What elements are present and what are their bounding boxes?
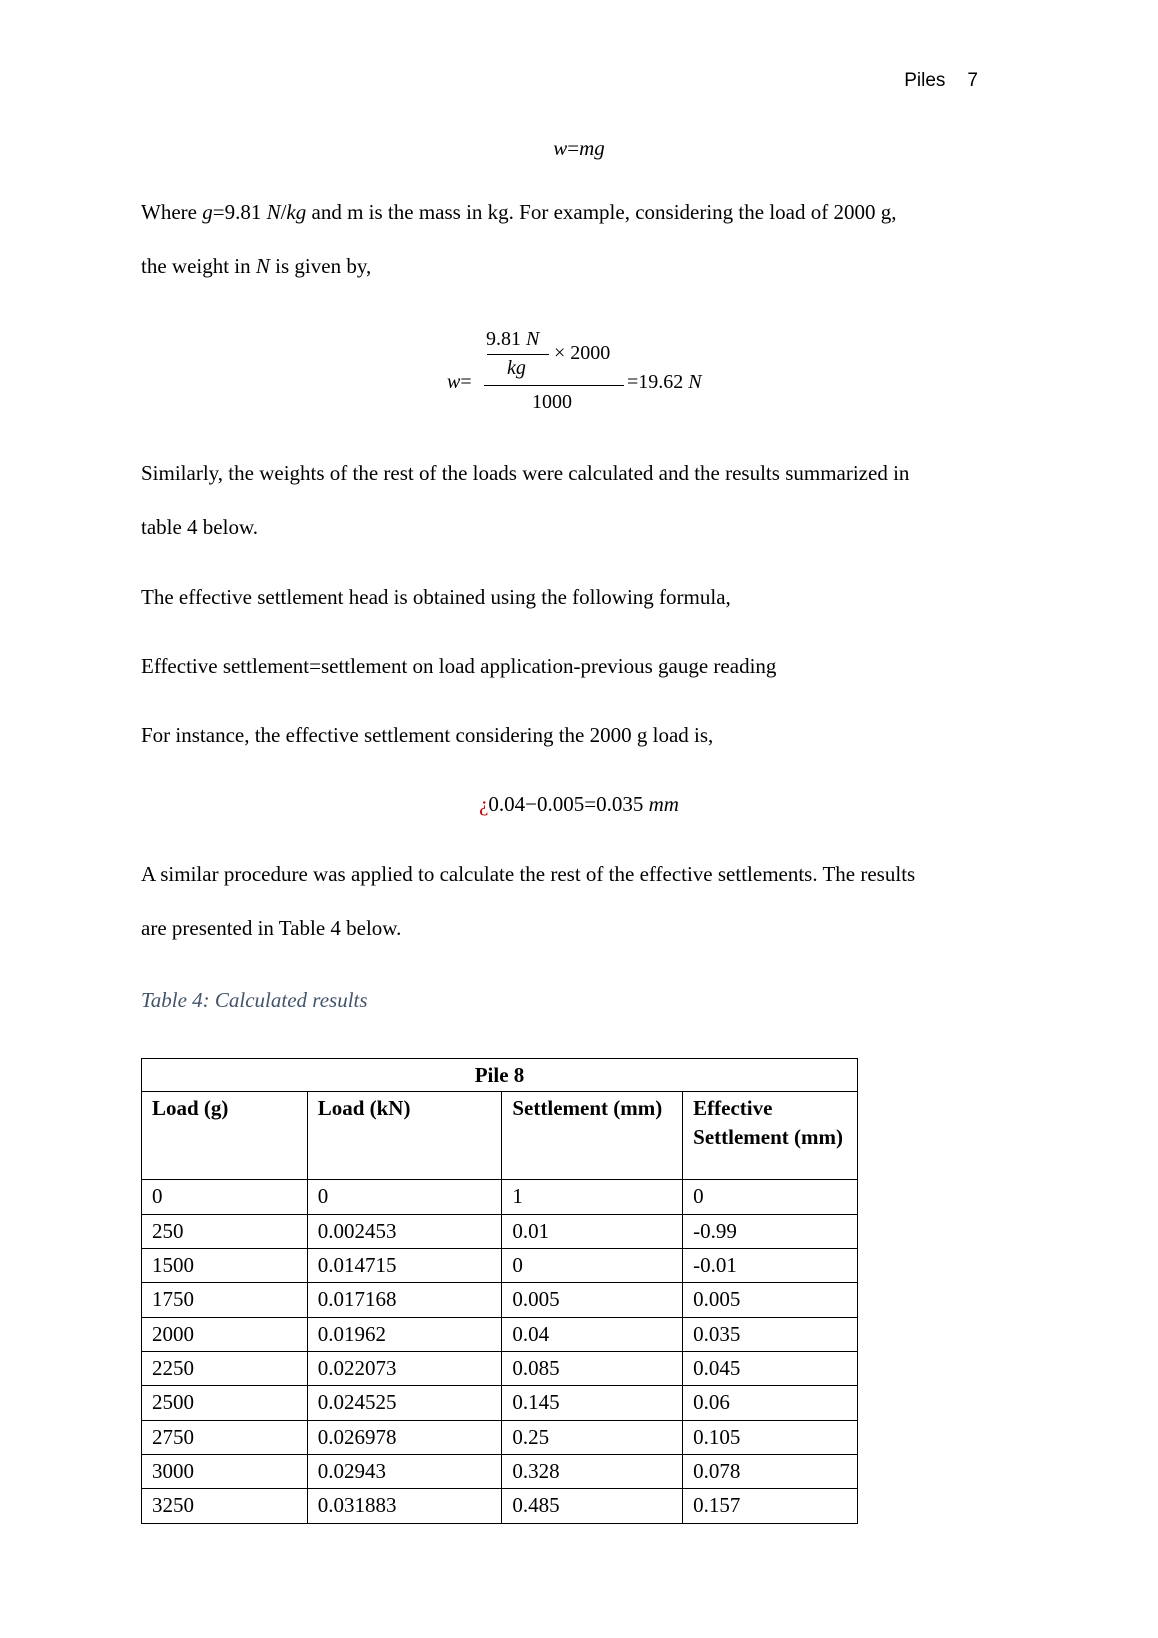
table-row [142, 1214, 858, 1248]
eq-w [447, 371, 472, 394]
table-cell: 1 [502, 1180, 683, 1214]
unit: mm [648, 792, 679, 816]
results-table [141, 1058, 858, 1524]
table-cell: 3250 [142, 1489, 308, 1523]
header-settlement: Settlement (mm) [502, 1092, 683, 1180]
text: and m is the mass in kg. For example, considering the load of 2000 g, [306, 200, 897, 224]
unit-kg: kg [286, 200, 307, 224]
eq-rhs: mg [579, 136, 605, 160]
unit-n: N [266, 200, 281, 224]
paragraph-weight-intro [141, 256, 371, 277]
text: / [280, 200, 287, 224]
table-cell: 2500 [142, 1386, 308, 1420]
table-cell: 250 [142, 1214, 308, 1248]
table-cell: 0 [307, 1180, 502, 1214]
paragraph-similarly: Similarly, the weights of the rest of the loads were calculated and the results summarized in [141, 461, 910, 485]
equation-weight [0, 136, 1158, 161]
table-cell: 0.04 [502, 1317, 683, 1351]
eq-result [627, 371, 702, 394]
paragraph-formula-intro: The effective settlement head is obtained using the following formula, [141, 585, 731, 609]
table-cell: 0.02943 [307, 1455, 502, 1489]
table-title: Pile 8 [142, 1059, 858, 1092]
table-row [142, 1489, 858, 1523]
paragraph-procedure: A similar procedure was applied to calculate the rest of the effective settlements. The results [141, 862, 916, 886]
header-effective-settlement: Effective Settlement (mm) [683, 1092, 858, 1180]
table-cell: 0 [502, 1249, 683, 1283]
unit: kg [507, 357, 526, 379]
table-cell: 0.017168 [307, 1283, 502, 1317]
page-header [882, 70, 978, 92]
table-cell: 3000 [142, 1455, 308, 1489]
header-load-g: Load (g) [142, 1092, 308, 1180]
text: the weight in [141, 254, 256, 278]
value: 9.81 [224, 200, 262, 224]
unit: N [526, 328, 540, 350]
sign: = [460, 371, 472, 393]
text: Where [141, 200, 203, 224]
paragraph-instance: For instance, the effective settlement considering the 2000 g load is, [141, 723, 714, 747]
table-cell: 0.035 [683, 1317, 858, 1351]
table-cell: 0.01962 [307, 1317, 502, 1351]
table-row [142, 1455, 858, 1489]
table-cell: 0.031883 [307, 1489, 502, 1523]
table-cell: 0.026978 [307, 1420, 502, 1454]
unit: N [688, 371, 702, 393]
table-row [142, 1180, 858, 1214]
table-cell: 0.25 [502, 1420, 683, 1454]
var: w [447, 371, 461, 393]
text: = [212, 200, 225, 224]
table-cell: -0.01 [683, 1249, 858, 1283]
table-row [142, 1249, 858, 1283]
table-caption: Table 4: Calculated results [141, 988, 368, 1012]
table-cell: 0 [142, 1180, 308, 1214]
table-cell: 0 [683, 1180, 858, 1214]
header-title: Piles [904, 70, 946, 91]
eq-sign: = [567, 136, 580, 160]
table-cell: 0.022073 [307, 1352, 502, 1386]
table-cell: 2000 [142, 1317, 308, 1351]
table-cell: 0.005 [502, 1283, 683, 1317]
table-cell: 2750 [142, 1420, 308, 1454]
den-kg [507, 357, 526, 380]
page-number: 7 [967, 70, 978, 91]
table-row [142, 1352, 858, 1386]
table-cell: 2250 [142, 1352, 308, 1386]
table-cell: 0.01 [502, 1214, 683, 1248]
denominator: 1000 [532, 391, 572, 413]
table-cell: 0.145 [502, 1386, 683, 1420]
table-cell: 0.002453 [307, 1214, 502, 1248]
paragraph-gravity [141, 202, 897, 223]
error-mark: ¿ [479, 792, 489, 816]
eq-lhs: w [553, 136, 568, 160]
outer-fraction-bar [484, 385, 624, 386]
table-cell: 0.085 [502, 1352, 683, 1386]
table-row [142, 1420, 858, 1454]
value: 9.81 [486, 328, 521, 350]
table-cell: 0.024525 [307, 1386, 502, 1420]
table-row [142, 1283, 858, 1317]
table-cell: 1750 [142, 1283, 308, 1317]
table-cell: 0.485 [502, 1489, 683, 1523]
paragraph-formula: Effective settlement=settlement on load application-previous gauge reading [141, 654, 777, 678]
table-cell: 0.105 [683, 1420, 858, 1454]
expr: 0.04−0.005=0.035 [488, 792, 644, 816]
header-load-kn: Load (kN) [307, 1092, 502, 1180]
table-row [142, 1317, 858, 1351]
value: =19.62 [627, 371, 684, 393]
table-cell: 1500 [142, 1249, 308, 1283]
paragraph-similarly-cont: table 4 below. [141, 515, 259, 539]
symbol-n: N [255, 254, 270, 278]
table-row [142, 1386, 858, 1420]
equation-settlement [0, 792, 1158, 817]
table-cell: 0.06 [683, 1386, 858, 1420]
table-cell: 0.005 [683, 1283, 858, 1317]
table-cell: 0.045 [683, 1352, 858, 1386]
table-cell: 0.014715 [307, 1249, 502, 1283]
times-2000: × 2000 [554, 342, 611, 364]
table-cell: 0.157 [683, 1489, 858, 1523]
inner-fraction-bar [487, 354, 549, 355]
symbol-g: g [202, 200, 213, 224]
num-top [486, 328, 539, 351]
text: is given by, [269, 254, 372, 278]
table-cell: -0.99 [683, 1214, 858, 1248]
table-cell: 0.328 [502, 1455, 683, 1489]
table-body [142, 1180, 858, 1523]
table-cell: 0.078 [683, 1455, 858, 1489]
paragraph-procedure-cont: are presented in Table 4 below. [141, 916, 402, 940]
